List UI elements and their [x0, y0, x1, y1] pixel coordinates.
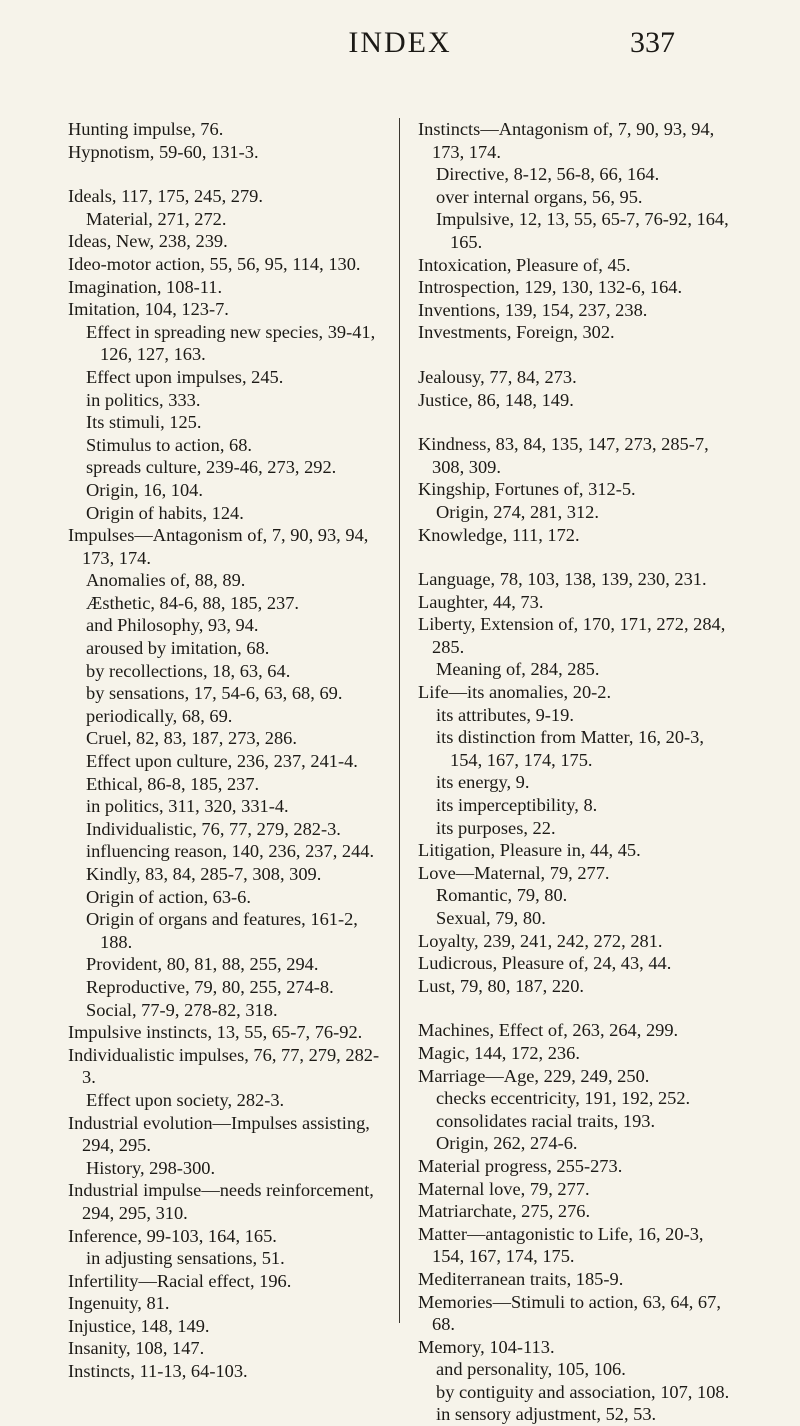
index-entry: Industrial evolution—Impulses assisting, 294, 295.	[68, 1112, 370, 1156]
index-entry: Impulsive instincts, 13, 55, 65-7, 76-92.	[68, 1022, 363, 1043]
index-subentry: its distinction from Matter, 16, 20-3, 154, 167, 174, 175.	[436, 727, 704, 770]
index-entry: Maternal love, 79, 277.	[418, 1178, 590, 1199]
index-entry: Machines, Effect of, 263, 264, 299.	[418, 1020, 679, 1041]
index-entry: Matriarchate, 275, 276.	[418, 1201, 591, 1222]
index-subentry: Anomalies of, 88, 89.	[86, 570, 246, 591]
index-subentry: Origin, 262, 274-6.	[436, 1133, 578, 1154]
index-subentry: History, 298-300.	[86, 1157, 216, 1178]
index-subentry: Effect in spreading new species, 39-41, 126, 127, 163.	[86, 321, 376, 365]
index-subentry: influencing reason, 140, 236, 237, 244.	[86, 841, 375, 862]
index-subentry: Individualistic, 76, 77, 279, 282-3.	[86, 818, 341, 839]
index-subentry: Kindly, 83, 84, 285-7, 308, 309.	[86, 864, 322, 884]
index-subentry: Its stimuli, 125.	[86, 412, 202, 433]
index-subentry: and Philosophy, 93, 94.	[86, 615, 259, 636]
index-entry: Memory, 104-113.	[418, 1336, 555, 1357]
entry-group-gap	[418, 344, 738, 366]
index-entry: Ideo-motor action, 55, 56, 95, 114, 130.	[68, 253, 361, 274]
index-subentry: Origin, 16, 104.	[86, 479, 203, 500]
index-subentry: Impulsive, 12, 13, 55, 65-7, 76-92, 164, 165.	[436, 209, 729, 252]
index-entry: Liberty, Extension of, 170, 171, 272, 284, 285.	[418, 614, 726, 657]
page-number: 337	[630, 26, 675, 59]
index-entry: Loyalty, 239, 241, 242, 272, 281.	[418, 930, 663, 951]
index-subentry: Origin, 274, 281, 312.	[436, 501, 599, 522]
index-subentry: Æsthetic, 84-6, 88, 185, 237.	[86, 592, 300, 613]
index-subentry: in politics, 333.	[86, 389, 201, 410]
index-entry: Justice, 86, 148, 149.	[418, 389, 574, 410]
column-divider	[399, 118, 400, 1323]
right-index-column	[418, 118, 738, 1426]
index-subentry: its energy, 9.	[436, 772, 530, 793]
index-entry: Litigation, Pleasure in, 44, 45.	[418, 840, 641, 861]
index-subentry: Social, 77-9, 278-82, 318.	[86, 999, 278, 1020]
index-entry: Instincts, 11-13, 64-103.	[68, 1361, 248, 1382]
index-subentry: periodically, 68, 69.	[86, 705, 233, 726]
index-entry: Kindness, 83, 84, 135, 147, 273, 285-7, 308, 309.	[418, 434, 709, 477]
index-subentry: its imperceptibility, 8.	[436, 795, 598, 816]
index-entry: Imagination, 108-11.	[68, 276, 223, 297]
index-subentry: in politics, 311, 320, 331-4.	[86, 796, 289, 817]
index-entry: Hunting impulse, 76.	[68, 119, 224, 139]
index-entry: Lust, 79, 80, 187, 220.	[418, 975, 585, 996]
index-entry: Mediterranean traits, 185-9.	[418, 1268, 624, 1289]
entry-group-gap	[418, 997, 738, 1019]
index-subentry: spreads culture, 239-46, 273, 292.	[86, 457, 337, 478]
index-subentry: Material, 271, 272.	[86, 208, 227, 229]
index-subentry: and personality, 105, 106.	[436, 1359, 626, 1380]
index-subentry: over internal organs, 56, 95.	[436, 186, 643, 207]
index-subentry: Meaning of, 284, 285.	[436, 659, 600, 680]
index-subentry: Ethical, 86-8, 185, 237.	[86, 773, 260, 794]
index-subentry: in adjusting sensations, 51.	[86, 1248, 285, 1269]
index-subentry: Provident, 80, 81, 88, 255, 294.	[86, 954, 319, 975]
index-entry: Ideals, 117, 175, 245, 279.	[68, 186, 263, 207]
index-entry: Hypnotism, 59-60, 131-3.	[68, 141, 259, 162]
entry-group-gap	[68, 163, 388, 185]
index-entry: Injustice, 148, 149.	[68, 1315, 210, 1336]
index-entry: Marriage—Age, 229, 249, 250.	[418, 1065, 650, 1086]
entry-group-gap	[418, 546, 738, 568]
index-entry: Infertility—Racial effect, 196.	[68, 1270, 292, 1291]
index-entry: Kingship, Fortunes of, 312-5.	[418, 479, 636, 500]
index-subentry: by recollections, 18, 63, 64.	[86, 660, 291, 681]
index-subentry: aroused by imitation, 68.	[86, 638, 270, 659]
index-entry: Material progress, 255-273.	[418, 1155, 623, 1176]
index-entry: Laughter, 44, 73.	[418, 591, 544, 612]
index-entry: Language, 78, 103, 138, 139, 230, 231.	[418, 569, 707, 590]
index-subentry: Effect upon culture, 236, 237, 241-4.	[86, 751, 358, 772]
page-title: INDEX	[348, 26, 452, 59]
index-entry: Love—Maternal, 79, 277.	[418, 862, 610, 883]
index-subentry: in sensory adjustment, 52, 53.	[436, 1404, 657, 1425]
index-subentry: Reproductive, 79, 80, 255, 274-8.	[86, 976, 334, 997]
index-entry: Industrial impulse—needs reinforcement, 294, 295, 310.	[68, 1180, 374, 1223]
index-entry: Inventions, 139, 154, 237, 238.	[418, 299, 648, 320]
index-entry: Introspection, 129, 130, 132-6, 164.	[418, 277, 683, 298]
index-subentry: Directive, 8-12, 56-8, 66, 164.	[436, 164, 660, 185]
index-entry: Ideas, New, 238, 239.	[68, 231, 228, 252]
index-subentry: consolidates racial traits, 193.	[436, 1110, 656, 1131]
index-entry: Jealousy, 77, 84, 273.	[418, 366, 577, 387]
index-subentry: checks eccentricity, 191, 192, 252.	[436, 1088, 691, 1109]
index-subentry: by contiguity and association, 107, 108.	[436, 1381, 730, 1402]
left-index-column	[68, 118, 388, 1383]
index-subentry: Romantic, 79, 80.	[436, 885, 568, 906]
entry-group-gap	[418, 411, 738, 433]
index-subentry: its attributes, 9-19.	[436, 704, 574, 725]
index-entry: Insanity, 108, 147.	[68, 1338, 205, 1359]
index-entry: Instincts—Antagonism of, 7, 90, 93, 94, 173, 174.	[418, 119, 715, 162]
index-subentry: Cruel, 82, 83, 187, 273, 286.	[86, 728, 297, 749]
index-subentry: Sexual, 79, 80.	[436, 908, 546, 928]
index-entry: Magic, 144, 172, 236.	[418, 1042, 580, 1063]
index-entry: Intoxication, Pleasure of, 45.	[418, 254, 631, 275]
index-subentry: Stimulus to action, 68.	[86, 434, 253, 455]
index-entry: Memories—Stimuli to action, 63, 64, 67, 68.	[418, 1291, 721, 1335]
index-entry: Investments, Foreign, 302.	[418, 322, 615, 343]
index-subentry: Effect upon society, 282-3.	[86, 1089, 285, 1110]
index-entry: Ingenuity, 81.	[68, 1293, 170, 1314]
index-entry: Impulses—Antagonism of, 7, 90, 93, 94, 173, 174.	[68, 525, 369, 568]
index-entry: Matter—antagonistic to Life, 16, 20-3, 154, 167, 174, 175.	[418, 1223, 704, 1267]
index-entry: Inference, 99-103, 164, 165.	[68, 1225, 277, 1246]
index-entry: Knowledge, 111, 172.	[418, 524, 580, 545]
index-subentry: Effect upon impulses, 245.	[86, 366, 284, 387]
index-subentry: its purposes, 22.	[436, 817, 556, 838]
index-entry: Life—its anomalies, 20-2.	[418, 682, 612, 703]
index-entry: Imitation, 104, 123-7.	[68, 299, 229, 320]
index-subentry: Origin of action, 63-6.	[86, 886, 251, 907]
index-subentry: Origin of habits, 124.	[86, 502, 244, 523]
index-subentry: Origin of organs and features, 161-2, 188.	[86, 909, 358, 952]
index-subentry: by sensations, 17, 54-6, 63, 68, 69.	[86, 683, 343, 704]
index-entry: Individualistic impulses, 76, 77, 279, 282-3.	[68, 1044, 380, 1088]
index-entry: Ludicrous, Pleasure of, 24, 43, 44.	[418, 953, 672, 974]
